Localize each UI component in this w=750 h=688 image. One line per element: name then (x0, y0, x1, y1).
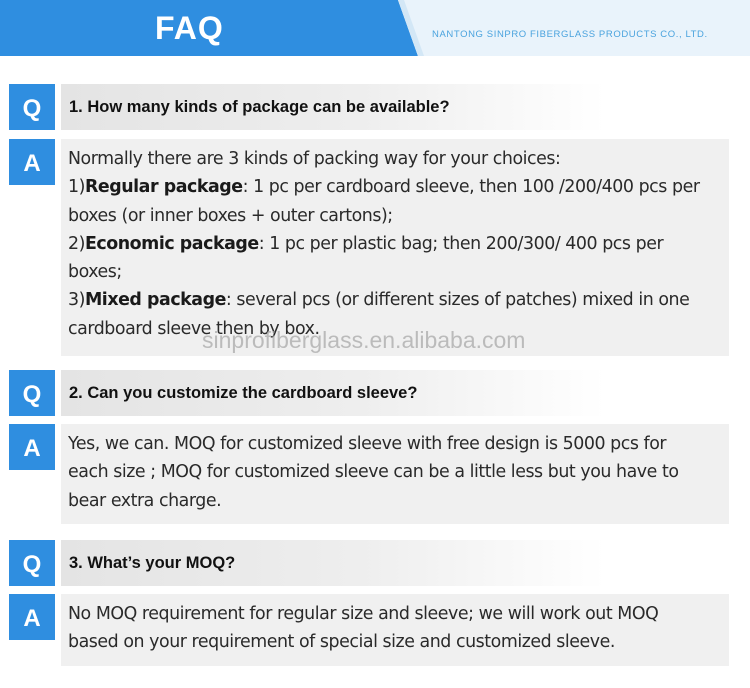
answer-badge-icon (9, 594, 55, 640)
answer-line: No MOQ requirement for regular size and sleeve; we will work out MOQ (68, 604, 659, 624)
company-name: NANTONG SINPRO FIBERGLASS PRODUCTS CO., LTD. (432, 29, 708, 40)
question-badge-icon (9, 370, 55, 416)
answer-box (61, 139, 729, 356)
answer-item-line: boxes; (68, 262, 122, 283)
question-text: 1. How many kinds of package can be available? (69, 97, 450, 116)
package-name: Mixed package (84, 290, 226, 311)
question-bar (61, 84, 605, 130)
answer-item-line: 1)Regular package: 1 pc per cardboard sleeve, then 100 /200/400 pcs per (68, 177, 700, 198)
answer-item-line: boxes (or inner boxes + outer cartons); (68, 205, 393, 226)
answer-item-line: 3)Mixed package: several pcs (or different sizes of patches) mixed in one (68, 290, 690, 311)
svg-text:Q: Q (22, 381, 42, 408)
svg-text:A: A (23, 150, 41, 177)
question-text: 3. What’s your MOQ? (69, 553, 236, 572)
svg-text:Q: Q (22, 551, 42, 578)
question-bar (61, 540, 605, 586)
question-bar (61, 370, 605, 416)
question-badge-icon (9, 84, 55, 130)
svg-text:Q: Q (22, 95, 42, 122)
svg-text:A: A (23, 605, 41, 632)
answer-line: each size ; MOQ for customized sleeve can be a little less but you have to (68, 462, 679, 483)
package-name: Regular package (84, 177, 243, 198)
question-badge-icon (9, 540, 55, 586)
answer-intro: Normally there are 3 kinds of packing way for your choices: (68, 149, 561, 169)
answer-line: based on your requirement of special size and customized sleeve. (68, 632, 615, 653)
answer-box (61, 594, 729, 666)
package-name: Economic package (84, 233, 259, 254)
answer-item-line: cardboard sleeve then by box. (68, 318, 320, 339)
svg-text:A: A (23, 435, 41, 462)
answer-line: Yes, we can. MOQ for customized sleeve with free design is 5000 pcs for (68, 434, 667, 454)
faq-header (0, 0, 750, 56)
watermark: sinprofiberglass.en.alibaba.com (202, 327, 526, 353)
answer-badge-icon (9, 424, 55, 470)
answer-badge-icon (9, 139, 55, 185)
page-title: FAQ (155, 10, 224, 46)
answer-line: bear extra charge. (68, 490, 222, 511)
answer-box (61, 424, 729, 524)
answer-item-line: 2)Economic package: 1 pc per plastic bag; then 200/300/ 400 pcs per (68, 233, 664, 254)
question-text: 2. Can you customize the cardboard sleeve? (69, 383, 418, 402)
